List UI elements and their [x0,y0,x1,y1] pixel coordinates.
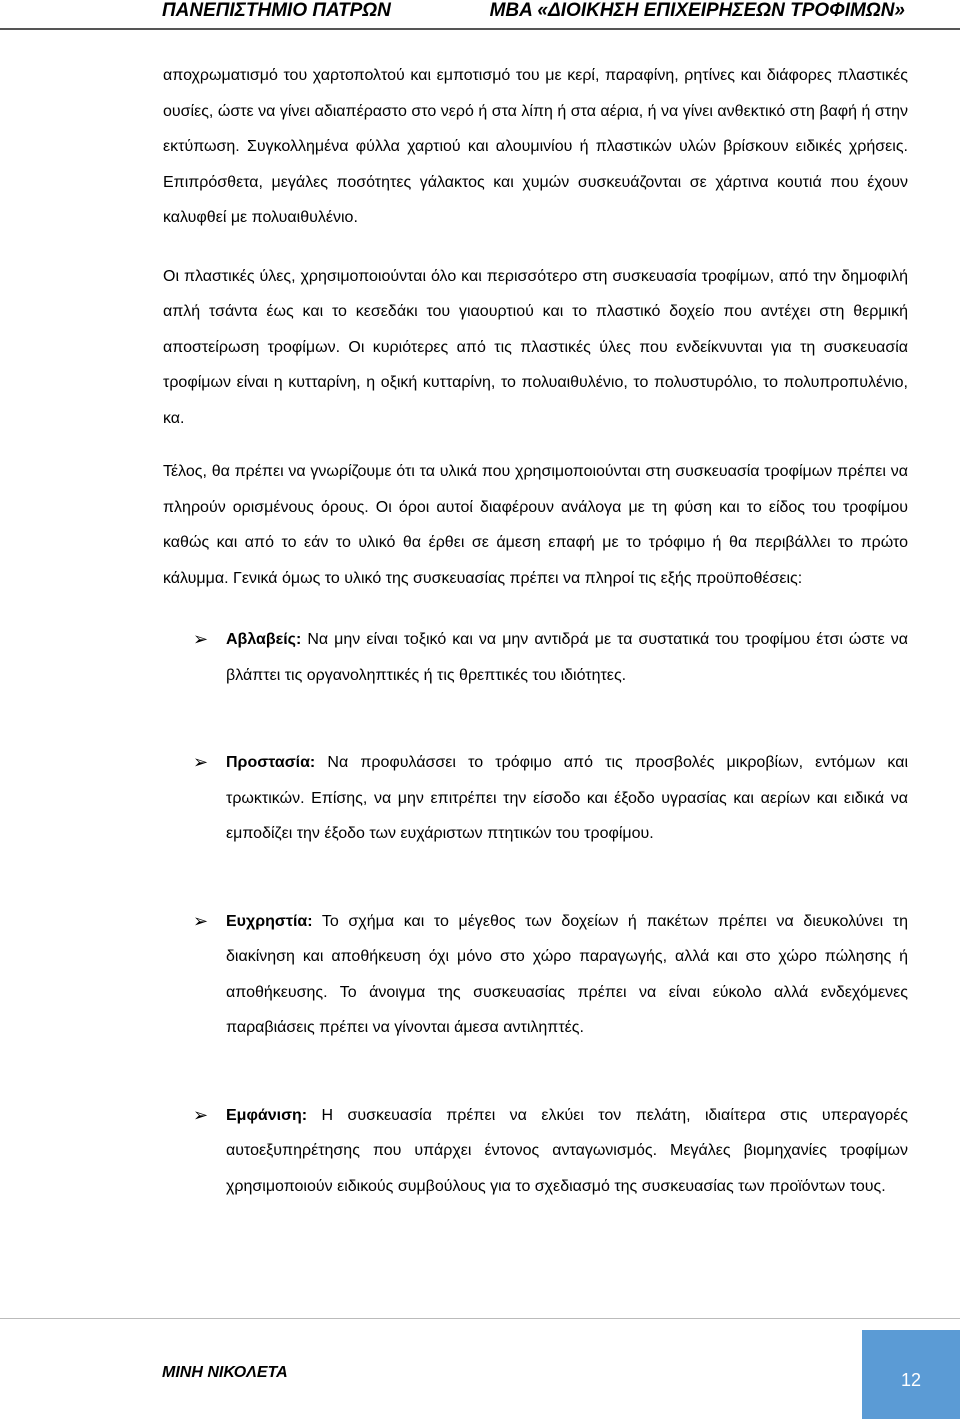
paragraph-3: Τέλος, θα πρέπει να γνωρίζουμε ότι τα υλικά που χρησιμοποιούνται στη συσκευασία τροφίμων πρέπει να πληρούν ορισμένους όρους. Οι όροι αυτοί διαφέρουν ανάλογα με τη φύση και το είδος του τροφίμου καθώς και από το εάν το υλικό θα έρθει σε άμεση επαφή με το τρόφιμο ή θα περιβάλλει το πρώτο κάλυμμα. Γενικά όμως το υλικό της συσκευασίας πρέπει να πληροί τις εξής προϋποθέσεις: [163,463,908,587]
bullet-text: Να μην είναι τοξικό και να μην αντιδρά με τα συστατικά του τροφίμου έτσι ώστε να βλάπτει τις οργανοληπτικές ή τις θρεπτικές του ιδιότητες. [226,631,908,684]
page-header-left: ΠΑΝΕΠΙΣΤΗΜΙΟ ΠΑΤΡΩΝ [162,0,391,21]
list-item [163,1098,908,1205]
list-item [163,622,908,693]
arrowhead-bullet-icon: ➢ [193,752,209,772]
requirements-list [163,622,908,1204]
arrowhead-bullet-icon: ➢ [193,1104,209,1125]
paragraph-2: Οι πλαστικές ύλες, χρησιμοποιούνται όλο και περισσότερο στη συσκευασία τροφίμων, από την δημοφιλή απλή τσάντα έως και το κεσεδάκι του γιαουρτιού και το πλαστικό δοχείο που αντέχει στη θερμική αποστείρωση τροφίμων. Οι κυριότερες από τις πλαστικές ύλες που ενδείκνυνται για τη συσκευασία τροφίμων είναι η κυτταρίνη, η οξική κυτταρίνη, το πολυαιθυλένιο, το πολυστυρόλιο, το πολυπροπυλένιο, κα. [163,267,908,427]
page-header-right: ΜΒΑ «ΔΙΟΙΚΗΣΗ ΕΠΙΧΕΙΡΗΣΕΩΝ ΤΡΟΦΙΜΩΝ» [489,0,905,21]
arrowhead-bullet-icon: ➢ [193,629,209,649]
bullet-term: Ευχρηστία: [226,912,313,930]
arrowhead-bullet-icon: ➢ [193,910,209,931]
footer-author: ΜΙΝΗ ΝΙΚΟΛΕΤΑ [162,1364,288,1381]
bullet-term: Εμφάνιση: [226,1106,308,1124]
footer-rule [0,1318,960,1319]
list-item [163,745,908,852]
page-number: 12 [900,1370,922,1390]
bullet-term: Προστασία: [226,754,316,771]
page-body [163,58,908,1204]
bullet-text: Να προφυλάσσει το τρόφιμο από τις προσβολές μικροβίων, εντόμων και τρωκτικών. Επίσης, να μην επιτρέπει την είσοδο και έξοδο υγρασίας και αερίων και ειδικά να εμποδίζει την έξοδο των ευχάριστων πτητικών του τροφίμου. [226,754,908,842]
bullet-term: Αβλαβείς: [226,631,302,648]
bullet-text: Το σχήμα και το μέγεθος των δοχείων ή πακέτων πρέπει να διευκολύνει τη διακίνηση και αποθήκευση όχι μόνο στο χώρο παραγωγής, αλλά και στο χώρο πώλησης ή αποθήκευσης. Το άνοιγμα της συσκευασίας πρέπει να είναι εύκολο αλλά ενδεχόμενες παραβιάσεις πρέπει να γίνονται άμεσα αντιληπτές. [226,912,908,1036]
bullet-text: Η συσκευασία πρέπει να ελκύει τον πελάτη, ιδιαίτερα στις υπεραγορές αυτοεξυπηρέτησης που υπάρχει έντονος ανταγωνισμός. Μεγάλες βιομηχανίες τροφίμων χρησιμοποιούν ειδικούς συμβούλους για το σχεδιασμό της συσκευασίας των προϊόντων τους. [226,1106,908,1195]
paragraph-1: αποχρωματισμό του χαρτοπολτού και εμποτισμό του με κερί, παραφίνη, ρητίνες και διάφορες πλαστικές ουσίες, ώστε να γίνει αδιαπέραστο στο νερό ή στα λίπη ή στα αέρια, ή να γίνει ανθεκτικό στη βαφή ή στην εκτύπωση. Συγκολλημένα φύλλα χαρτιού και αλουμινίου ή πλαστικών υλών βρίσκουν ειδικές χρήσεις. Επιπρόσθετα, μεγάλες ποσότητες γάλακτος και χυμών συσκευάζονται σε χάρτινα κουτιά που έχουν καλυφθεί με πολυαιθυλένιο. [163,67,908,226]
page-number-box [862,1330,960,1419]
header-rule [0,28,960,30]
list-item [163,904,908,1046]
